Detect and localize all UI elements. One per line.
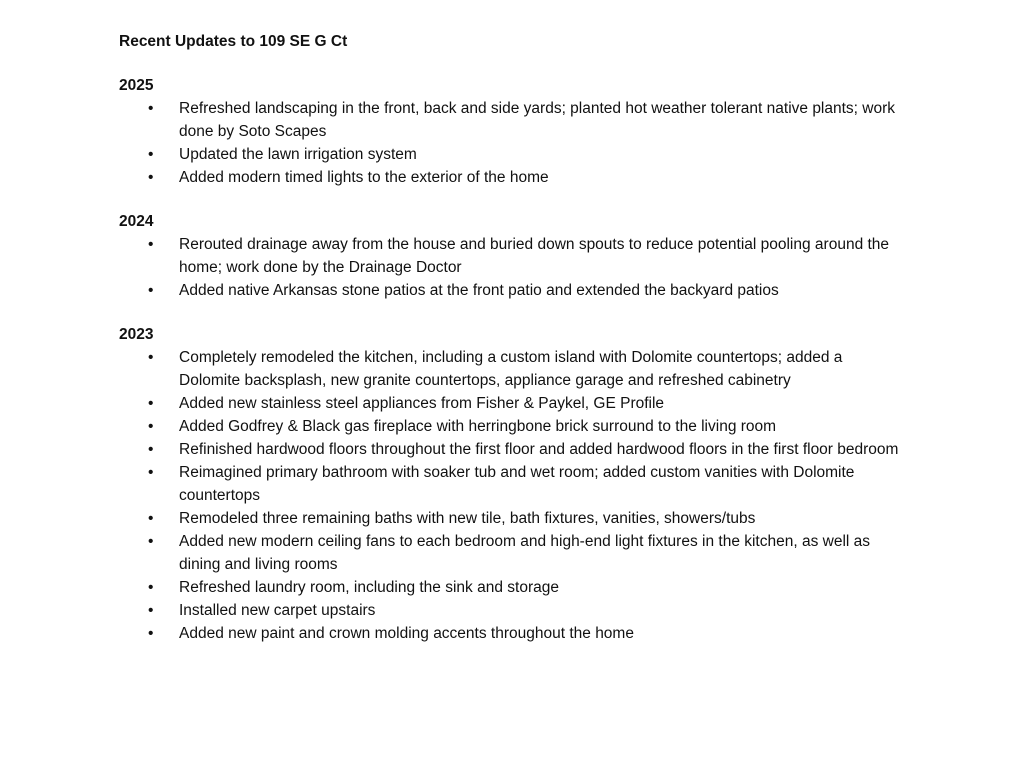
list-item-text: Added modern timed lights to the exterior of the home xyxy=(179,169,549,186)
bullet-icon: • xyxy=(148,418,154,435)
bullet-icon: • xyxy=(148,464,154,481)
update-list xyxy=(119,233,909,302)
section-2024 xyxy=(119,210,909,302)
bullet-icon: • xyxy=(148,625,154,642)
list-item xyxy=(119,507,899,530)
bullet-icon: • xyxy=(148,395,154,412)
bullet-icon: • xyxy=(148,100,154,117)
bullet-icon: • xyxy=(148,169,154,186)
bullet-icon: • xyxy=(148,146,154,163)
list-item-text: Added new paint and crown molding accents throughout the home xyxy=(179,625,634,642)
list-item-text: Completely remodeled the kitchen, including a custom island with Dolomite countertops; added a Dolomite backsplash, new granite countertops, appliance garage and refreshed cabinetry xyxy=(179,349,843,389)
list-item xyxy=(119,461,899,507)
list-item-text: Refreshed landscaping in the front, back and side yards; planted hot weather tolerant native plants; work done by Soto Scapes xyxy=(179,100,896,140)
list-item-text: Installed new carpet upstairs xyxy=(179,602,376,619)
list-item-text: Reimagined primary bathroom with soaker tub and wet room; added custom vanities with Dolomite countertops xyxy=(179,464,855,504)
list-item-text: Rerouted drainage away from the house and buried down spouts to reduce potential pooling around the home; work done by the Drainage Doctor xyxy=(179,236,890,276)
list-item-text: Remodeled three remaining baths with new tile, bath fixtures, vanities, showers/tubs xyxy=(179,510,756,527)
section-2023 xyxy=(119,323,909,645)
bullet-icon: • xyxy=(148,602,154,619)
bullet-icon: • xyxy=(148,349,154,366)
list-item xyxy=(119,143,899,166)
document-page xyxy=(119,30,909,666)
bullet-icon: • xyxy=(148,579,154,596)
section-2025 xyxy=(119,74,909,189)
list-item xyxy=(119,415,899,438)
list-item xyxy=(119,392,899,415)
list-item-text: Refreshed laundry room, including the sink and storage xyxy=(179,579,559,596)
list-item xyxy=(119,530,899,576)
document-title: Recent Updates to 109 SE G Ct xyxy=(119,33,348,50)
list-item xyxy=(119,233,899,279)
section-year: 2025 xyxy=(119,77,154,94)
update-list xyxy=(119,346,909,645)
bullet-icon: • xyxy=(148,282,154,299)
bullet-icon: • xyxy=(148,441,154,458)
bullet-icon: • xyxy=(148,236,154,253)
list-item xyxy=(119,279,899,302)
list-item-text: Added new stainless steel appliances from Fisher & Paykel, GE Profile xyxy=(179,395,665,412)
list-item xyxy=(119,576,899,599)
list-item-text: Updated the lawn irrigation system xyxy=(179,146,417,163)
bullet-icon: • xyxy=(148,510,154,527)
list-item-text: Added new modern ceiling fans to each bedroom and high-end light fixtures in the kitchen, as well as dining and living rooms xyxy=(179,533,871,573)
list-item xyxy=(119,166,899,189)
list-item xyxy=(119,622,899,645)
list-item xyxy=(119,346,899,392)
list-item-text: Added native Arkansas stone patios at the front patio and extended the backyard patios xyxy=(179,282,779,299)
list-item-text: Refinished hardwood floors throughout the first floor and added hardwood floors in the first floor bedroom xyxy=(179,441,899,458)
section-year: 2024 xyxy=(119,213,154,230)
bullet-icon: • xyxy=(148,533,154,550)
list-item xyxy=(119,438,899,461)
list-item-text: Added Godfrey & Black gas fireplace with herringbone brick surround to the living room xyxy=(179,418,777,435)
section-year: 2023 xyxy=(119,326,154,343)
list-item xyxy=(119,599,899,622)
update-list xyxy=(119,97,909,189)
list-item xyxy=(119,97,899,143)
